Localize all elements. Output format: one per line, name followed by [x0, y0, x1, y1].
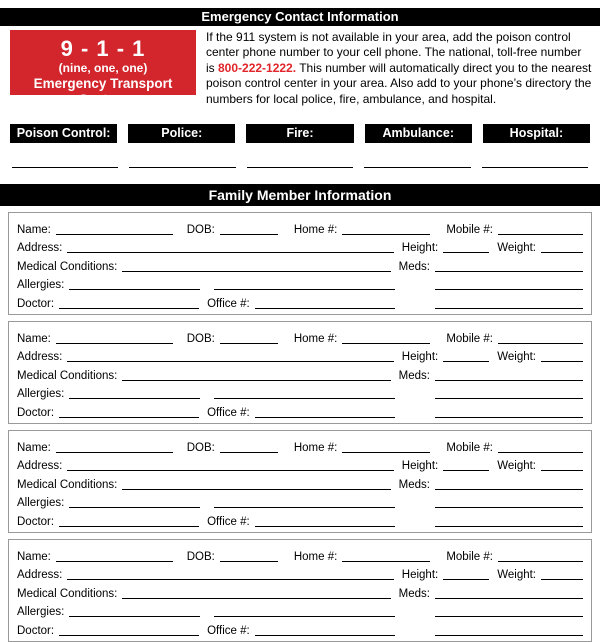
dob-label: DOB: — [186, 223, 215, 236]
meds-label: Meds: — [398, 478, 430, 491]
office-phone-label: Office #: — [207, 406, 250, 419]
mobile-phone-label: Mobile #: — [446, 332, 493, 345]
family-members — [0, 212, 600, 642]
mobile-phone-label: Mobile #: — [446, 550, 493, 563]
name-blank-line[interactable] — [56, 225, 173, 235]
family-member-block — [8, 212, 592, 315]
height-label: Height: — [401, 242, 439, 255]
allergies-continuation-line[interactable] — [214, 389, 395, 399]
member-row-medical — [17, 255, 583, 274]
member-row-name — [17, 327, 583, 346]
label-ambulance: Ambulance: — [365, 124, 472, 143]
allergies-blank-line[interactable] — [69, 498, 200, 508]
dob-blank-line[interactable] — [220, 334, 278, 344]
member-row-address — [17, 564, 583, 583]
office-phone-label: Office #: — [207, 624, 250, 637]
allergies-continuation-line[interactable] — [214, 607, 395, 617]
allergies-label: Allergies: — [17, 606, 65, 619]
member-row-doctor — [17, 401, 583, 420]
dob-label: DOB: — [186, 441, 215, 454]
meds-blank-line[interactable] — [435, 262, 583, 272]
weight-blank-line[interactable] — [541, 461, 583, 471]
medical-conditions-label: Medical Conditions: — [17, 587, 118, 600]
member-row-allergies — [17, 383, 583, 402]
medical-conditions-blank-line[interactable] — [122, 589, 390, 599]
family-member-header-bar — [0, 184, 600, 206]
weight-blank-line[interactable] — [541, 243, 583, 253]
address-label: Address: — [17, 242, 63, 255]
member-row-name — [17, 545, 583, 564]
office-phone-blank-line[interactable] — [255, 408, 395, 418]
emergency-contact-labels-row — [10, 124, 590, 143]
dob-label: DOB: — [186, 550, 215, 563]
member-row-name — [17, 218, 583, 237]
member-row-allergies — [17, 274, 583, 293]
paragraph-text-before: If the 911 system is not available in your area, add the poison control center phone number to your cell phone. The national, toll-free number is — [206, 30, 582, 75]
weight-label: Weight: — [497, 460, 536, 473]
meds-continuation-line-2[interactable] — [435, 517, 583, 527]
meds-blank-line[interactable] — [435, 589, 583, 599]
address-blank-line[interactable] — [67, 461, 393, 471]
name-blank-line[interactable] — [56, 443, 173, 453]
dob-blank-line[interactable] — [220, 225, 278, 235]
nine-one-one-box — [10, 30, 196, 107]
medical-conditions-label: Medical Conditions: — [17, 478, 118, 491]
label-police: Police: — [128, 124, 235, 143]
medical-conditions-label: Medical Conditions: — [17, 260, 118, 273]
meds-label: Meds: — [398, 369, 430, 382]
office-phone-blank-line[interactable] — [255, 299, 395, 309]
name-blank-line[interactable] — [56, 334, 173, 344]
police-blank-line[interactable] — [129, 167, 235, 168]
mobile-phone-label: Mobile #: — [446, 441, 493, 454]
nine-one-one-subtitle: (nine, one, one) — [58, 61, 148, 75]
nine-one-one-caption: Emergency Transport System — [33, 76, 173, 107]
weight-label: Weight: — [497, 351, 536, 364]
office-phone-blank-line[interactable] — [255, 517, 395, 527]
emergency-contact-blank-lines — [12, 167, 588, 168]
member-row-medical — [17, 364, 583, 383]
mobile-phone-label: Mobile #: — [446, 223, 493, 236]
dob-label: DOB: — [186, 332, 215, 345]
meds-continuation-line-1[interactable] — [435, 498, 583, 508]
home-phone-label: Home #: — [293, 441, 338, 454]
home-phone-blank-line[interactable] — [342, 443, 430, 453]
weight-blank-line[interactable] — [541, 570, 583, 580]
mobile-phone-blank-line[interactable] — [498, 443, 583, 453]
medical-conditions-label: Medical Conditions: — [17, 369, 118, 382]
address-blank-line[interactable] — [67, 243, 393, 253]
meds-label: Meds: — [398, 260, 430, 273]
page-title: Emergency Contact Information — [201, 9, 399, 24]
office-phone-label: Office #: — [207, 515, 250, 528]
allergies-blank-line[interactable] — [69, 607, 200, 617]
doctor-blank-line[interactable] — [59, 408, 199, 418]
meds-continuation-line-1[interactable] — [435, 280, 583, 290]
height-blank-line[interactable] — [443, 243, 489, 253]
poison-control-phone-number: 800-222-1222. — [218, 60, 297, 75]
fire-blank-line[interactable] — [247, 167, 353, 168]
meds-blank-line[interactable] — [435, 371, 583, 381]
member-row-address — [17, 346, 583, 365]
mobile-phone-blank-line[interactable] — [498, 552, 583, 562]
address-blank-line[interactable] — [67, 570, 393, 580]
name-blank-line[interactable] — [56, 552, 173, 562]
allergies-continuation-line[interactable] — [214, 280, 395, 290]
address-label: Address: — [17, 460, 63, 473]
office-phone-label: Office #: — [207, 297, 250, 310]
poison-control-paragraph — [196, 30, 592, 107]
label-hospital: Hospital: — [483, 124, 590, 143]
meds-label: Meds: — [398, 587, 430, 600]
name-label: Name: — [17, 223, 51, 236]
medical-conditions-blank-line[interactable] — [122, 480, 390, 490]
medical-conditions-blank-line[interactable] — [122, 262, 390, 272]
member-row-name — [17, 436, 583, 455]
allergies-label: Allergies: — [17, 388, 65, 401]
doctor-label: Doctor: — [17, 515, 55, 528]
meds-continuation-line-2[interactable] — [435, 408, 583, 418]
member-row-allergies — [17, 601, 583, 620]
height-label: Height: — [401, 569, 439, 582]
height-label: Height: — [401, 460, 439, 473]
family-member-block — [8, 321, 592, 424]
dob-blank-line[interactable] — [220, 443, 278, 453]
poison-control-blank-line[interactable] — [12, 167, 118, 168]
home-phone-blank-line[interactable] — [342, 552, 430, 562]
label-fire: Fire: — [246, 124, 353, 143]
address-blank-line[interactable] — [67, 352, 393, 362]
member-row-doctor — [17, 619, 583, 638]
allergies-label: Allergies: — [17, 279, 65, 292]
ambulance-blank-line[interactable] — [364, 167, 470, 168]
intro-section — [10, 30, 592, 107]
meds-continuation-line-1[interactable] — [435, 389, 583, 399]
member-row-allergies — [17, 492, 583, 511]
member-row-address — [17, 237, 583, 256]
family-member-block — [8, 539, 592, 642]
address-label: Address: — [17, 351, 63, 364]
member-row-medical — [17, 582, 583, 601]
family-member-block — [8, 430, 592, 533]
home-phone-label: Home #: — [293, 550, 338, 563]
hospital-blank-line[interactable] — [482, 167, 588, 168]
allergies-blank-line[interactable] — [69, 280, 200, 290]
home-phone-blank-line[interactable] — [342, 225, 430, 235]
home-phone-label: Home #: — [293, 223, 338, 236]
label-poison-control: Poison Control: — [10, 124, 117, 143]
name-label: Name: — [17, 441, 51, 454]
address-label: Address: — [17, 569, 63, 582]
meds-continuation-line-1[interactable] — [435, 607, 583, 617]
mobile-phone-blank-line[interactable] — [498, 334, 583, 344]
height-label: Height: — [401, 351, 439, 364]
emergency-contact-header-bar — [0, 8, 600, 26]
member-row-doctor — [17, 510, 583, 529]
meds-blank-line[interactable] — [435, 480, 583, 490]
nine-one-one-number: 9 - 1 - 1 — [60, 36, 146, 61]
member-row-medical — [17, 473, 583, 492]
doctor-blank-line[interactable] — [59, 299, 199, 309]
member-row-address — [17, 455, 583, 474]
name-label: Name: — [17, 550, 51, 563]
weight-label: Weight: — [497, 569, 536, 582]
weight-blank-line[interactable] — [541, 352, 583, 362]
allergies-continuation-line[interactable] — [214, 498, 395, 508]
doctor-blank-line[interactable] — [59, 626, 199, 636]
home-phone-blank-line[interactable] — [342, 334, 430, 344]
allergies-blank-line[interactable] — [69, 389, 200, 399]
doctor-label: Doctor: — [17, 297, 55, 310]
weight-label: Weight: — [497, 242, 536, 255]
family-section-title: Family Member Information — [208, 187, 392, 204]
doctor-label: Doctor: — [17, 406, 55, 419]
height-blank-line[interactable] — [443, 570, 489, 580]
meds-continuation-line-2[interactable] — [435, 626, 583, 636]
doctor-blank-line[interactable] — [59, 517, 199, 527]
doctor-label: Doctor: — [17, 624, 55, 637]
meds-continuation-line-2[interactable] — [435, 299, 583, 309]
height-blank-line[interactable] — [443, 352, 489, 362]
mobile-phone-blank-line[interactable] — [498, 225, 583, 235]
member-row-doctor — [17, 292, 583, 311]
paragraph-text-after: This number will automatically direct you to the nearest poison control center in your area. Also add to your phone’s directory the numbers for local police, fire, ambulance, and hospital. — [206, 60, 592, 106]
office-phone-blank-line[interactable] — [255, 626, 395, 636]
home-phone-label: Home #: — [293, 332, 338, 345]
dob-blank-line[interactable] — [220, 552, 278, 562]
medical-conditions-blank-line[interactable] — [122, 371, 390, 381]
allergies-label: Allergies: — [17, 497, 65, 510]
name-label: Name: — [17, 332, 51, 345]
height-blank-line[interactable] — [443, 461, 489, 471]
